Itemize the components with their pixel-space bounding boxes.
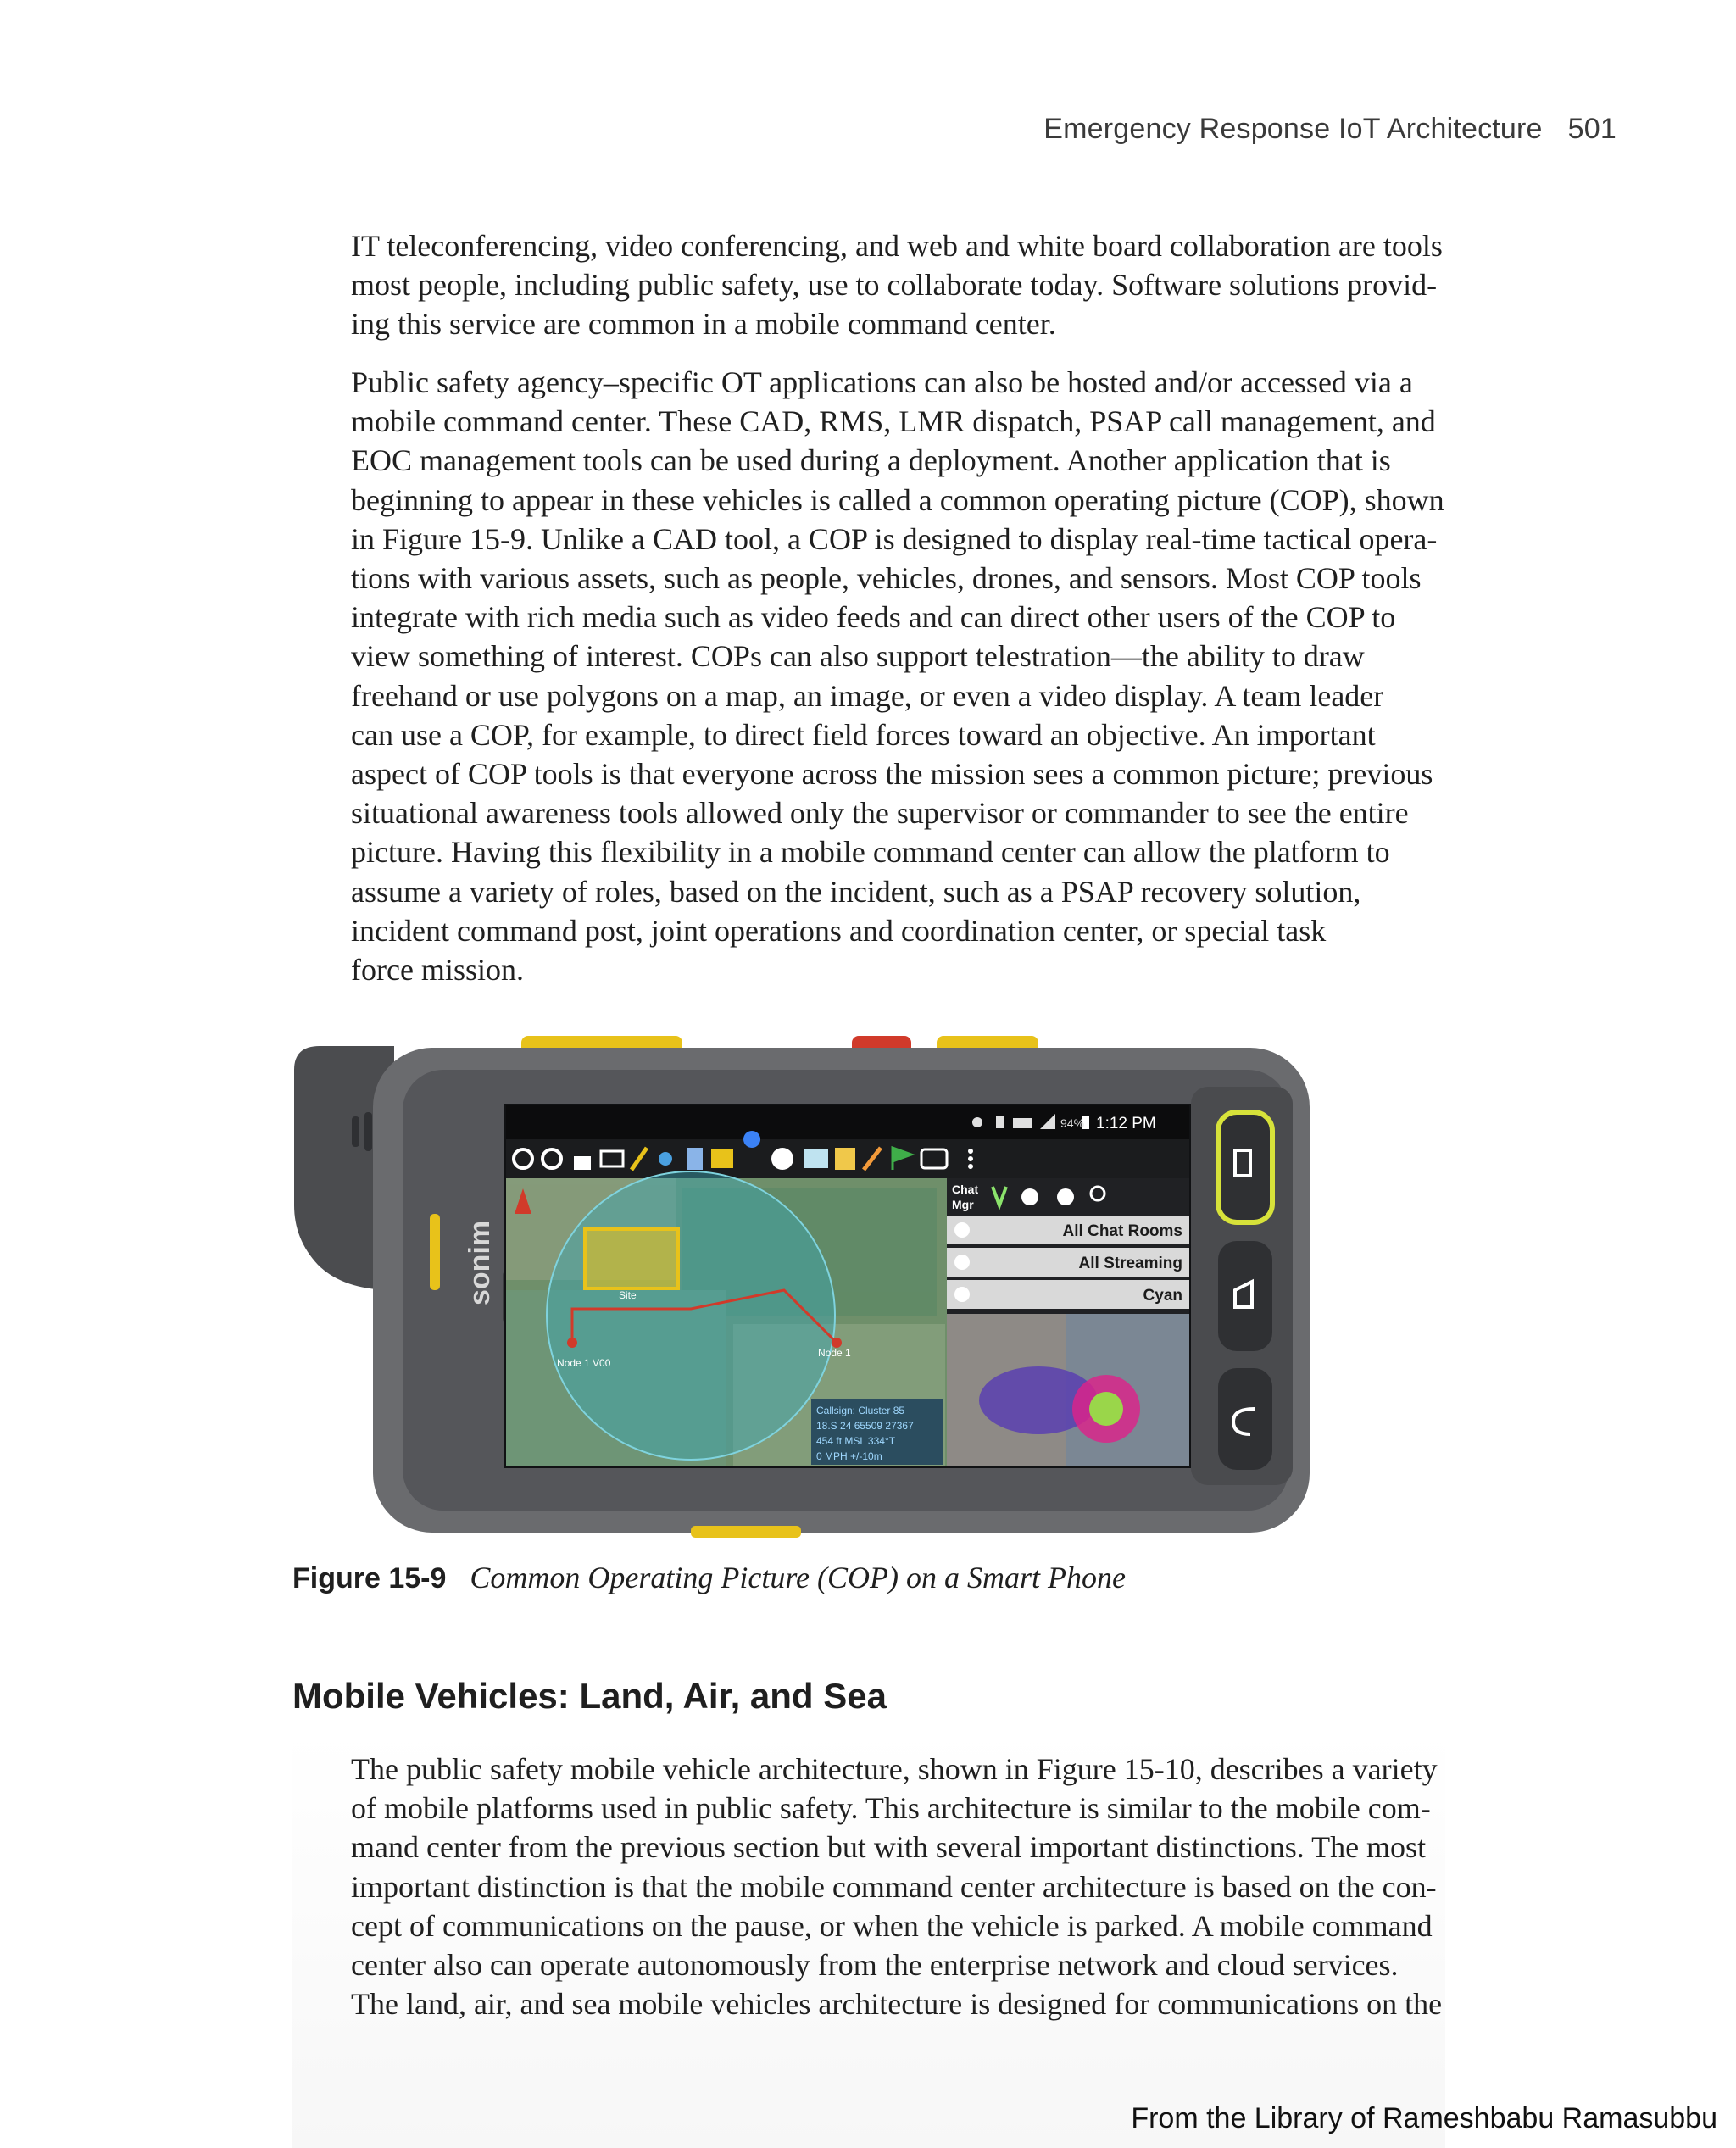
document-icon [687,1148,703,1170]
text-line: freehand or use polygons on a map, an image, or even a video display. A team leader [351,678,1384,713]
text-line: beginning to appear in these vehicles is called a common operating picture (COP), shown [351,482,1444,517]
lock-icon [574,1156,591,1170]
chat-label: Mgr [952,1198,974,1211]
running-header [1043,113,1616,146]
text-line: mobile command center. These CAD, RMS, LMR dispatch, PSAP call management, and [351,404,1436,439]
map-info-line: 18.S 24 65509 27367 [816,1420,914,1432]
map-info-line: 454 ft MSL 334°T [816,1435,896,1447]
figure-caption [292,1560,1126,1595]
map-info-line: Callsign: Cluster 85 [816,1405,905,1416]
text-line: aspect of COP tools is that everyone across the mission sees a common picture; previous [351,757,1433,792]
group-add-icon [1057,1188,1074,1205]
section-heading: Mobile Vehicles: Land, Air, and Sea [292,1676,887,1716]
text-line: situational awareness tools allowed only the supervisor or commander to see the entire [351,796,1409,831]
smartphone-illustration [292,1036,1311,1538]
video-overlay-green [1089,1392,1123,1426]
status-time: 1:12 PM [1096,1115,1156,1132]
text-line: IT teleconferencing, video conferencing, and web and white board collaboration are tools [351,229,1443,263]
go-icon [771,1148,793,1170]
text-line: mand center from the previous section but with several important distinctions. The most [351,1830,1427,1865]
map-pin-icon [743,1131,760,1148]
status-battery: 94% [1060,1116,1085,1130]
text-line: in Figure 15-9. Unlike a CAD tool, a COP is designed to display real-time tactical opera- [351,521,1438,556]
chat-room-name: All Chat Rooms [1062,1222,1182,1240]
people-icon [954,1287,970,1302]
text-line: of mobile platforms used in public safety. This architecture is similar to the mobile com- [351,1791,1431,1826]
running-title: Emergency Response IoT Architecture [1043,113,1543,145]
text-line: center also can operate autonomously from the enterprise network and cloud services. [351,1948,1399,1983]
figure-label: Figure 15-9 [292,1562,447,1594]
marker-dot [567,1338,577,1348]
library-footer: From the Library of Rameshbabu Ramasubbu [1131,2102,1717,2134]
overflow-menu-icon [968,1149,973,1169]
brand-logo: sonim [464,1220,496,1305]
paragraph-2 [351,363,1504,989]
chat-room-name: Cyan [1143,1287,1182,1305]
map-marker-label: Site [619,1289,637,1301]
paragraph-1 [351,226,1504,344]
chat-bubble-icon [711,1149,733,1168]
recent-apps-button [1218,1112,1272,1222]
text-line: integrate with rich media such as video feeds and can direct other users of the COP to [351,600,1396,635]
group-icon [1021,1188,1038,1205]
text-line: important distinction is that the mobile command center architecture is based on the con- [351,1869,1437,1904]
map-marker-label: Node 1 V00 [557,1357,611,1369]
photo-icon [835,1148,855,1170]
bottom-accent [691,1526,801,1538]
text-line: view something of interest. COPs can also support telestration—the ability to draw [351,639,1365,674]
text-line: force mission. [351,953,524,988]
stack-icon [804,1149,828,1168]
text-line: EOC management tools can be used during a deployment. Another application that is [351,443,1391,478]
text-line: most people, including public safety, use to collaborate today. Software solutions provid- [351,268,1438,303]
back-button [1218,1368,1272,1470]
figure-title: Common Operating Picture (COP) on a Smart Phone [470,1561,1126,1594]
text-line: incident command post, joint operations and coordination center, or special task [351,913,1327,948]
text-line: The land, air, and sea mobile vehicles architecture is designed for communications on the [351,1987,1443,2022]
text-line: The public safety mobile vehicle architecture, shown in Figure 15-10, describes a variety [351,1752,1438,1786]
route-icon [659,1152,672,1166]
site-polygon [585,1229,678,1288]
home-button [1218,1241,1272,1351]
range-circle [547,1171,835,1460]
page-number: 501 [1567,113,1616,145]
people-icon [954,1255,970,1270]
text-line: picture. Having this flexibility in a mobile command center can allow the platform to [351,835,1390,870]
paragraph-3 [351,1750,1504,2023]
text-line: can use a COP, for example, to direct field forces toward an objective. An important [351,717,1376,752]
text-line: Public safety agency–specific OT applications can also be hosted and/or accessed via a [351,365,1413,399]
text-line: assume a variety of roles, based on the incident, such as a PSAP recovery solution, [351,874,1361,909]
chat-label: Chat [952,1183,979,1196]
text-line: cept of communications on the pause, or when the vehicle is parked. A mobile command [351,1908,1433,1943]
chat-room-name: All Streaming [1078,1255,1182,1272]
map-info-line: 0 MPH +/-10m [816,1450,882,1462]
figure-phone-image [292,1036,1311,1538]
text-line: tions with various assets, such as people, vehicles, drones, and sensors. Most COP tools [351,561,1422,596]
people-icon [954,1222,970,1238]
text-line: ing this service are common in a mobile command center. [351,307,1056,342]
side-button [430,1214,440,1290]
map-marker-label: Node 1 [818,1347,851,1359]
